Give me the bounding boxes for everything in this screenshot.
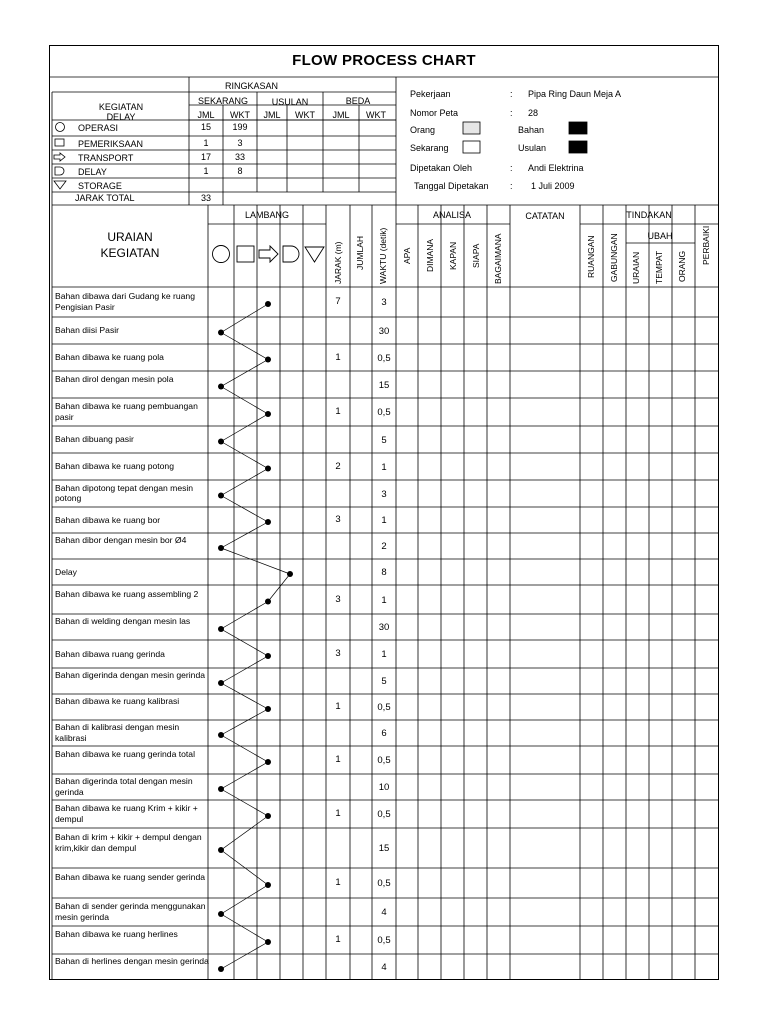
circle-icon [56,123,65,132]
step-description: Bahan dibawa ke ruang pembuangan pasir [55,401,198,422]
step-description: Bahan di kalibrasi dengan mesin kalibrasi [55,722,180,743]
flow-point [218,732,224,738]
summary-header: RINGKASAN [224,81,278,91]
step-jarak: 1 [335,934,341,945]
flow-point [265,301,271,307]
flow-point [265,653,271,659]
kegiatan-label: KEGIATAN [98,102,144,112]
step-jarak: 3 [335,648,341,659]
step-waktu: 5 [381,676,387,687]
step-description: Bahan dibawa ke ruang Krim + kikir + dempul [55,803,198,824]
tanggal-value: 1 Juli 2009 [531,181,575,191]
flow-point [265,706,271,712]
step-jarak: 1 [335,351,341,363]
step-waktu: 1 [381,461,387,473]
analisa-header: ANALISA [432,210,472,220]
square-icon [55,139,64,146]
square-icon [237,246,254,262]
sekarang-label: Sekarang [410,143,449,153]
summary-row-wkt: 8 [237,166,243,176]
sub-jml-3: JML [332,110,350,120]
gabungan-header: GABUNGAN [609,233,619,282]
pekerjaan-colon: : [510,89,513,99]
flow-point [218,966,224,972]
analisa-kapan: KAPAN [448,241,458,270]
flow-point [265,599,271,605]
step-waktu: 0,5 [377,407,391,418]
tanggal-label: Tanggal Dipetakan [414,181,489,191]
step-jarak: 1 [335,754,341,765]
summary-row-wkt: 199 [232,122,248,132]
sub-wkt-3: WKT [366,110,386,120]
pekerjaan-value: Pipa Ring Daun Meja A [528,89,622,99]
step-waktu: 0,5 [377,935,391,946]
step-jarak: 1 [335,808,341,819]
step-description: Bahan digerinda dengan mesin gerinda [55,670,206,681]
usulan-label: Usulan [518,143,547,153]
lambang-header: LAMBANG [244,210,289,220]
step-waktu: 5 [381,434,387,446]
analisa-apa: APA [402,247,412,264]
jarak-total-value: 33 [200,193,211,203]
step-waktu: 30 [378,622,390,633]
summary-row-wkt: 3 [237,138,243,148]
step-description: Bahan dibawa ke ruang sender gerinda [55,872,206,883]
summary-row-jml: 17 [200,152,211,162]
flow-point [218,330,224,336]
bahan-label: Bahan [518,125,545,135]
summary-row-label: STORAGE [78,181,122,191]
step-description: Bahan dibawa ke ruang herlines [55,929,178,940]
flow-point [265,813,271,819]
summary-row-label: DELAY [78,167,107,177]
flow-point [265,357,271,363]
nomor-colon: : [510,108,513,118]
step-description: Bahan di welding dengan mesin las [55,616,191,627]
flow-point [218,680,224,686]
step-jarak: 1 [335,701,341,712]
step-jarak: 2 [335,460,341,472]
step-description: Bahan dibawa ke ruang gerinda total [55,749,195,760]
flow-point [265,759,271,765]
arrow-icon [54,153,65,161]
step-jarak: 1 [335,877,341,888]
flow-point [218,545,224,551]
step-waktu: 0,5 [377,702,391,713]
dipetakan-value: Andi Elektrina [528,163,584,173]
pekerjaan-label: Pekerjaan [410,89,451,99]
step-waktu: 3 [381,297,387,308]
sub-wkt-1: WKT [230,110,250,120]
flow-point [265,939,271,945]
dipetakan-colon: : [510,163,513,173]
step-jarak: 7 [335,296,341,307]
step-description: Bahan dibor dengan mesin bor Ø4 [55,535,187,546]
nomor-label: Nomor Peta [410,108,459,118]
flow-point [218,847,224,853]
triangle-icon [54,181,66,189]
step-jarak: 3 [335,514,341,525]
tanggal-colon: : [510,181,513,191]
flow-point [265,466,271,472]
summary-row-jml: 15 [200,122,211,132]
sub-jml-2: JML [263,110,281,120]
flow-point [218,439,224,445]
summary-row-label: OPERASI [78,123,119,133]
step-jarak: 3 [335,593,341,605]
step-description: Bahan di sender gerinda menggunakan mesin gerinda [55,901,206,922]
nomor-value: 28 [528,108,539,118]
step-description: Bahan dibawa ke ruang assembling 2 [55,588,199,599]
group-sekarang: SEKARANG [197,96,248,106]
step-waktu: 1 [381,594,387,606]
step-jarak: 1 [335,406,341,417]
step-description: Bahan dibawa ke ruang bor [55,514,161,525]
ubah-orang: ORANG [677,250,687,282]
step-waktu: 0,5 [377,352,391,364]
step-waktu: 0,5 [377,755,391,766]
orang-label: Orang [410,125,436,135]
summary-row-wkt: 33 [234,152,245,162]
summary-row-jml: 1 [203,166,209,176]
flow-point [287,571,293,577]
step-description: Bahan dirol dengan mesin pola [55,373,174,384]
catatan-header: CATATAN [525,211,565,221]
step-waktu: 10 [378,782,390,793]
jarak-header: JARAK (m) [333,241,343,284]
delay-label: DELAY [106,112,136,122]
step-description: Bahan di herlines dengan mesin gerinda [55,956,209,967]
step-waktu: 1 [381,649,387,660]
d-shape-icon [283,246,299,262]
page-title: FLOW PROCESS CHART [292,52,476,69]
waktu-header: WAKTU (detik) [378,227,388,284]
step-description: Bahan digerinda total dengan mesin gerinda [55,776,193,797]
uraian-header: URAIAN [107,230,153,244]
analisa-dimana: DIMANA [425,238,435,272]
step-description: Bahan di krim + kikir + dempul dengan krim,kikir dan dempul [55,832,202,853]
step-description: Bahan dibawa dari Gudang ke ruang Pengisian Pasir [55,291,195,312]
step-waktu: 2 [381,541,387,552]
step-description: Bahan diisi Pasir [55,325,120,336]
flow-point [218,911,224,917]
jarak-total-label: JARAK TOTAL [75,193,135,203]
ruangan-header: RUANGAN [586,235,596,278]
flow-point [218,384,224,390]
group-usulan: USULAN [271,97,309,107]
d-shape-icon [55,167,64,175]
summary-row-jml: 1 [203,138,209,148]
step-waktu: 30 [378,325,390,337]
step-waktu: 4 [381,907,387,918]
kegiatan-header: KEGIATAN [100,246,160,260]
step-waktu: 15 [378,379,390,391]
step-waktu: 0,5 [377,878,391,889]
perbaiki-header: PERBAIKI [701,225,711,265]
arrow-icon [259,246,278,262]
jumlah-header: JUMLAH [355,235,365,270]
step-waktu: 3 [381,488,387,500]
flow-point [218,493,224,499]
flow-point [218,786,224,792]
step-waktu: 1 [381,515,387,526]
flow-point [265,882,271,888]
step-description: Bahan dibuang pasir [55,434,134,445]
step-description: Delay [55,566,77,577]
step-description: Bahan dibawa ke ruang pola [55,352,164,363]
step-waktu: 6 [381,728,387,739]
sub-jml-1: JML [197,110,215,120]
analisa-bagaimana: BAGAIMANA [493,233,503,284]
ubah-tempat: TEMPAT [654,250,664,284]
step-waktu: 0,5 [377,809,391,820]
dipetakan-label: Dipetakan Oleh [410,163,473,173]
step-description: Bahan dibawa ke ruang kalibrasi [55,696,180,707]
circle-icon [213,246,230,263]
tindakan-header: TINDAKAN [626,210,672,220]
flow-point [265,411,271,417]
summary-row-label: TRANSPORT [78,153,134,163]
step-waktu: 4 [381,962,387,973]
flow-point [265,519,271,525]
ubah-header: UBAH [647,231,673,241]
step-description: Bahan dibawa ke ruang potong [55,461,174,472]
step-waktu: 8 [381,567,387,578]
group-beda: BEDA [345,96,371,106]
sub-wkt-2: WKT [295,110,315,120]
ubah-uraian: URAIAN [631,251,641,284]
summary-row-label: PEMERIKSAAN [78,139,144,149]
flow-point [218,626,224,632]
analisa-siapa: SIAPA [471,243,481,268]
triangle-icon [305,247,324,262]
step-waktu: 15 [378,843,390,854]
step-description: Bahan dibawa ruang gerinda [55,648,165,659]
step-description: Bahan dipotong tepat dengan mesin potong [55,482,194,504]
